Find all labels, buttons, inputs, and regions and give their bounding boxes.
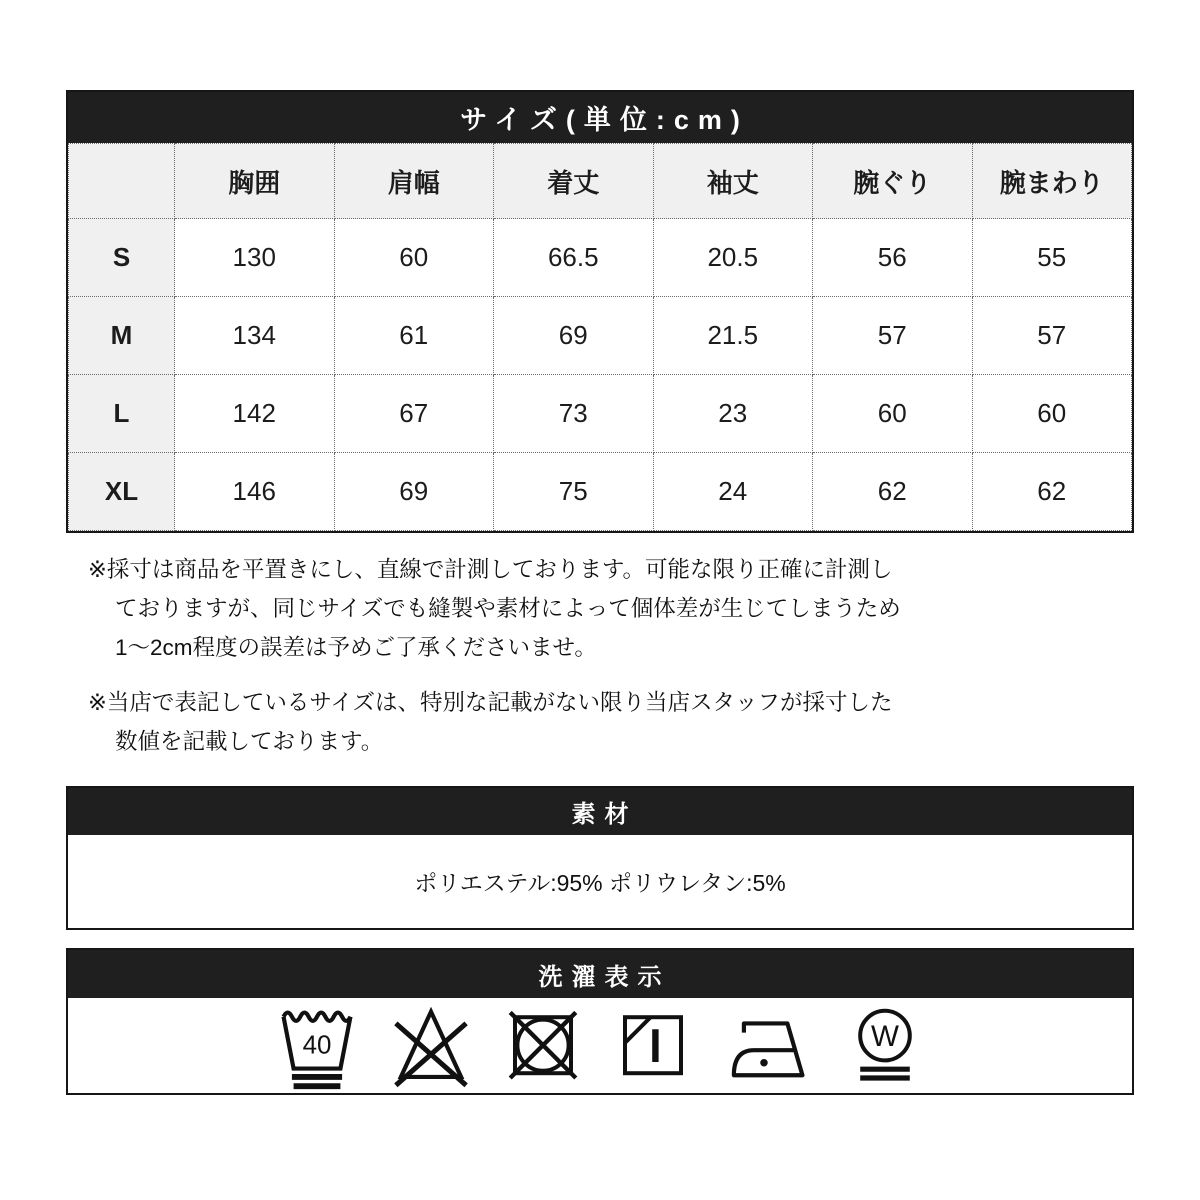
column-header: 腕ぐり bbox=[813, 144, 973, 219]
cell: 60 bbox=[334, 219, 494, 297]
cell: 55 bbox=[972, 219, 1132, 297]
cell: 20.5 bbox=[653, 219, 813, 297]
cell: 61 bbox=[334, 297, 494, 375]
cell: 57 bbox=[972, 297, 1132, 375]
size-table-section bbox=[66, 90, 1134, 533]
size-table-header-row bbox=[69, 144, 1132, 219]
cell: 57 bbox=[813, 297, 973, 375]
cell: 130 bbox=[175, 219, 335, 297]
cell: 60 bbox=[813, 375, 973, 453]
cell: 69 bbox=[334, 453, 494, 531]
size-table-title-bar bbox=[68, 92, 1132, 143]
note-measurement-accuracy bbox=[88, 550, 1128, 667]
column-header: 胸囲 bbox=[175, 144, 335, 219]
column-header: 肩幅 bbox=[334, 144, 494, 219]
column-header: 袖丈 bbox=[653, 144, 813, 219]
cell: 62 bbox=[813, 453, 973, 531]
material-title: 素材 bbox=[571, 801, 638, 828]
laundry-title: 洗濯表示 bbox=[538, 963, 671, 991]
size-table-title: サイズ(単位:cm) bbox=[460, 105, 749, 135]
cell: 62 bbox=[972, 453, 1132, 531]
do-not-bleach-icon bbox=[389, 1000, 473, 1092]
size-label: M bbox=[69, 297, 175, 375]
laundry-icons bbox=[68, 998, 1132, 1093]
do-not-tumble-dry-icon bbox=[503, 1000, 583, 1092]
drip-dry-in-shade-icon bbox=[613, 1000, 693, 1092]
cell: 67 bbox=[334, 375, 494, 453]
cell: 21.5 bbox=[653, 297, 813, 375]
size-label: XL bbox=[69, 453, 175, 531]
material-section bbox=[66, 786, 1134, 930]
note-line: ておりますが、同じサイズでも縫製や素材によって個体差が生じてしまうため bbox=[115, 596, 901, 621]
note-line: ※当店で表記しているサイズは、特別な記載がない限り当店スタッフが採寸した bbox=[88, 690, 893, 715]
cell: 134 bbox=[175, 297, 335, 375]
wet-clean-gentle-icon bbox=[845, 1000, 925, 1092]
cell: 146 bbox=[175, 453, 335, 531]
note-line: ※採寸は商品を平置きにし、直線で計測しております。可能な限り正確に計測し bbox=[88, 557, 893, 582]
note-staff-measured bbox=[88, 683, 1128, 761]
size-label: S bbox=[69, 219, 175, 297]
svg-text:40: 40 bbox=[302, 1031, 332, 1060]
cell: 75 bbox=[494, 453, 654, 531]
table-row-l bbox=[69, 375, 1132, 453]
size-label: L bbox=[69, 375, 175, 453]
cell: 23 bbox=[653, 375, 813, 453]
column-header: 腕まわり bbox=[972, 144, 1132, 219]
laundry-section bbox=[66, 948, 1134, 1095]
cell: 66.5 bbox=[494, 219, 654, 297]
cell: 60 bbox=[972, 375, 1132, 453]
note-line: 数値を記載しております。 bbox=[115, 729, 384, 754]
column-header: 着丈 bbox=[494, 144, 654, 219]
cell: 69 bbox=[494, 297, 654, 375]
cell: 73 bbox=[494, 375, 654, 453]
material-content: ポリエステル:95% ポリウレタン:5% bbox=[414, 870, 786, 896]
measurement-notes bbox=[88, 550, 1128, 761]
cell: 142 bbox=[175, 375, 335, 453]
material-title-bar bbox=[68, 788, 1132, 835]
wash-40-gentle-icon bbox=[275, 1000, 359, 1092]
iron-low-heat-icon bbox=[723, 1000, 815, 1092]
cell: 56 bbox=[813, 219, 973, 297]
table-row-s bbox=[69, 219, 1132, 297]
svg-text:W: W bbox=[871, 1019, 899, 1053]
size-table bbox=[68, 143, 1132, 531]
table-row-xl bbox=[69, 453, 1132, 531]
table-row-m bbox=[69, 297, 1132, 375]
corner-cell bbox=[69, 144, 175, 219]
note-line: 1〜2cm程度の誤差は予めご了承くださいませ。 bbox=[115, 635, 597, 660]
laundry-title-bar bbox=[68, 950, 1132, 998]
cell: 24 bbox=[653, 453, 813, 531]
